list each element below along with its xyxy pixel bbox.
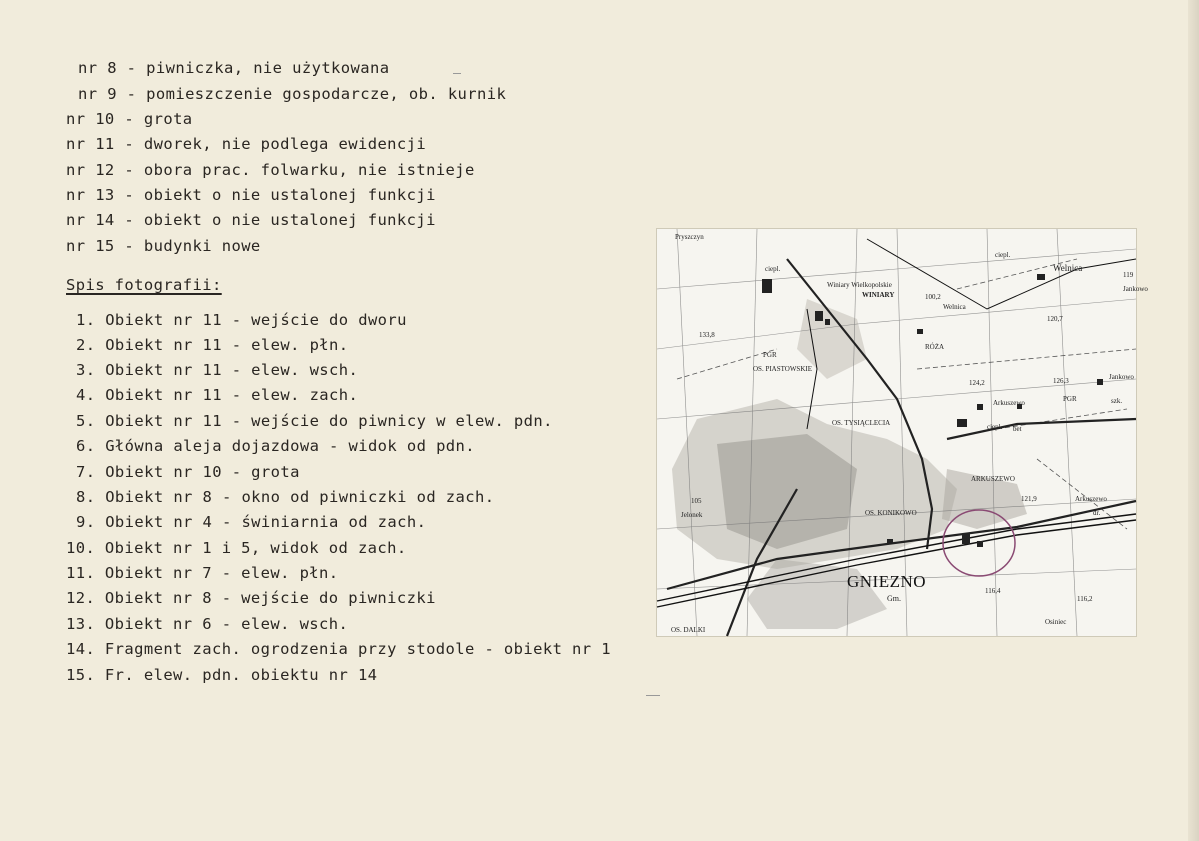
object-description: dworek, nie podlega ewidencji (143, 135, 427, 153)
page-edge (1188, 0, 1199, 841)
map-label-jelonek: Jelonek (681, 511, 703, 519)
map-label-arkuszewo-small: Arkuszewo (1075, 495, 1107, 503)
object-line-13: nr 13 - obiekt o nie ustalonej funkcji (66, 186, 436, 204)
map-label-arkuszewo: ARKUSZEWO (971, 475, 1015, 483)
object-number: nr 13 (66, 186, 115, 204)
photo-item: 3. Obiekt nr 11 - elew. wsch. (76, 361, 359, 379)
stray-mark (453, 73, 461, 74)
photo-item: 4. Obiekt nr 11 - elew. zach. (76, 386, 359, 404)
map-label-ciepl3: ciepl. (987, 423, 1003, 431)
object-description: grota (143, 110, 193, 128)
object-number: nr 10 (66, 110, 115, 128)
map-label-dr: dr. (1093, 509, 1101, 517)
object-description: obiekt o nie ustalonej funkcji (143, 211, 436, 229)
map-label-tysiaclecia: OS. TYSIĄCLECIA (832, 419, 891, 427)
map-label-h1164: 116,4 (985, 587, 1001, 595)
photo-item: 9. Obiekt nr 4 - świniarnia od zach. (76, 513, 427, 531)
map-label-piastowskie: OS. PIASTOWSKIE (753, 365, 812, 373)
object-number: nr 12 (66, 161, 115, 179)
photo-item: 14. Fragment zach. ogrodzenia przy stodole - obiekt nr 1 (66, 640, 611, 658)
object-line-8: nr 8 - piwniczka, nie użytkowana (78, 59, 390, 77)
photo-item: 11. Obiekt nr 7 - elew. płn. (66, 564, 339, 582)
map-drawing (657, 229, 1148, 636)
object-number: nr 9 (78, 85, 117, 103)
photo-item: 5. Obiekt nr 11 - wejście do piwnicy w elew. pdn. (76, 412, 553, 430)
map-label-h1338: 133,8 (699, 331, 715, 339)
map-label-roza: RÓŻA (925, 343, 945, 351)
map-label-osiniec: Osiniec (1045, 618, 1067, 626)
object-number: nr 8 (78, 59, 117, 77)
object-description: piwniczka, nie użytkowana (146, 59, 390, 77)
photo-item: 6. Główna aleja dojazdowa - widok od pdn. (76, 437, 476, 455)
photo-item: 10. Obiekt nr 1 i 5, widok od zach. (66, 539, 407, 557)
object-line-10: nr 10 - grota (66, 110, 193, 128)
photo-item: 8. Obiekt nr 8 - okno od piwniczki od zach. (76, 488, 495, 506)
map-label-h1105: 105 (691, 497, 702, 505)
location-map (656, 228, 1148, 637)
map-label-pgr1: PGR (763, 351, 777, 359)
photo-item: 7. Obiekt nr 10 - grota (76, 463, 300, 481)
map-label-h1263: 126,3 (1053, 377, 1069, 385)
object-description: pomieszczenie gospodarcze, ob. kurnik (146, 85, 507, 103)
object-description: budynki nowe (143, 237, 261, 255)
map-city-name: GNIEZNO (847, 572, 927, 591)
map-label-ciepl1: ciepl. (765, 265, 781, 273)
photo-item: 2. Obiekt nr 11 - elew. płn. (76, 336, 349, 354)
map-label-szk: szk. (1111, 397, 1123, 405)
map-label-welnica-small: Welnica (943, 303, 966, 311)
photos-heading: Spis fotografii: (66, 276, 222, 294)
map-label-arkuszewo-mid: Arkuszewo (993, 399, 1025, 407)
map-label-winiary: WINIARY (862, 291, 895, 299)
map-label-h1242: 124,2 (969, 379, 985, 387)
object-line-15: nr 15 - budynki nowe (66, 237, 261, 255)
stray-mark (646, 695, 660, 696)
object-number: nr 15 (66, 237, 115, 255)
map-label-h1207: 120,7 (1047, 315, 1063, 323)
object-line-9: nr 9 - pomieszczenie gospodarcze, ob. kurnik (78, 85, 507, 103)
photo-item: 1. Obiekt nr 11 - wejście do dworu (76, 311, 407, 329)
object-number: nr 11 (66, 135, 115, 153)
object-number: nr 14 (66, 211, 115, 229)
object-description: obiekt o nie ustalonej funkcji (143, 186, 436, 204)
map-label-dalki: OS. DALKI (671, 626, 706, 634)
map-label-h1002: 100,2 (925, 293, 941, 301)
map-label-winiary-w: Winiary Wielkopolskie (827, 281, 892, 289)
map-label-h119: 119 (1123, 271, 1134, 279)
photo-item: 13. Obiekt nr 6 - elew. wsch. (66, 615, 349, 633)
photo-item: 15. Fr. elew. pdn. obiektu nr 14 (66, 666, 378, 684)
map-label-konikowo: OS. KONIKOWO (865, 509, 917, 517)
map-label-pgr2: PGR (1063, 395, 1077, 403)
map-label-bet: bet (1013, 425, 1022, 433)
object-line-11: nr 11 - dworek, nie podlega ewidencji (66, 135, 427, 153)
map-city-sub: Gm. (887, 594, 901, 603)
photo-item: 12. Obiekt nr 8 - wejście do piwniczki (66, 589, 436, 607)
map-label-jankowo2: Jankowo (1109, 373, 1134, 381)
map-label-jankowo: Jankowo (1123, 285, 1148, 293)
object-line-14: nr 14 - obiekt o nie ustalonej funkcji (66, 211, 436, 229)
object-line-12: nr 12 - obora prac. folwarku, nie istnieje (66, 161, 475, 179)
map-label-h1219: 121,9 (1021, 495, 1037, 503)
map-label-ciepl2: ciepl. (995, 251, 1011, 259)
map-label: Pryszczyn (675, 233, 704, 241)
object-description: obora prac. folwarku, nie istnieje (143, 161, 475, 179)
map-label-h1162: 116,2 (1077, 595, 1093, 603)
map-label-welnica: Welnica (1053, 263, 1083, 273)
